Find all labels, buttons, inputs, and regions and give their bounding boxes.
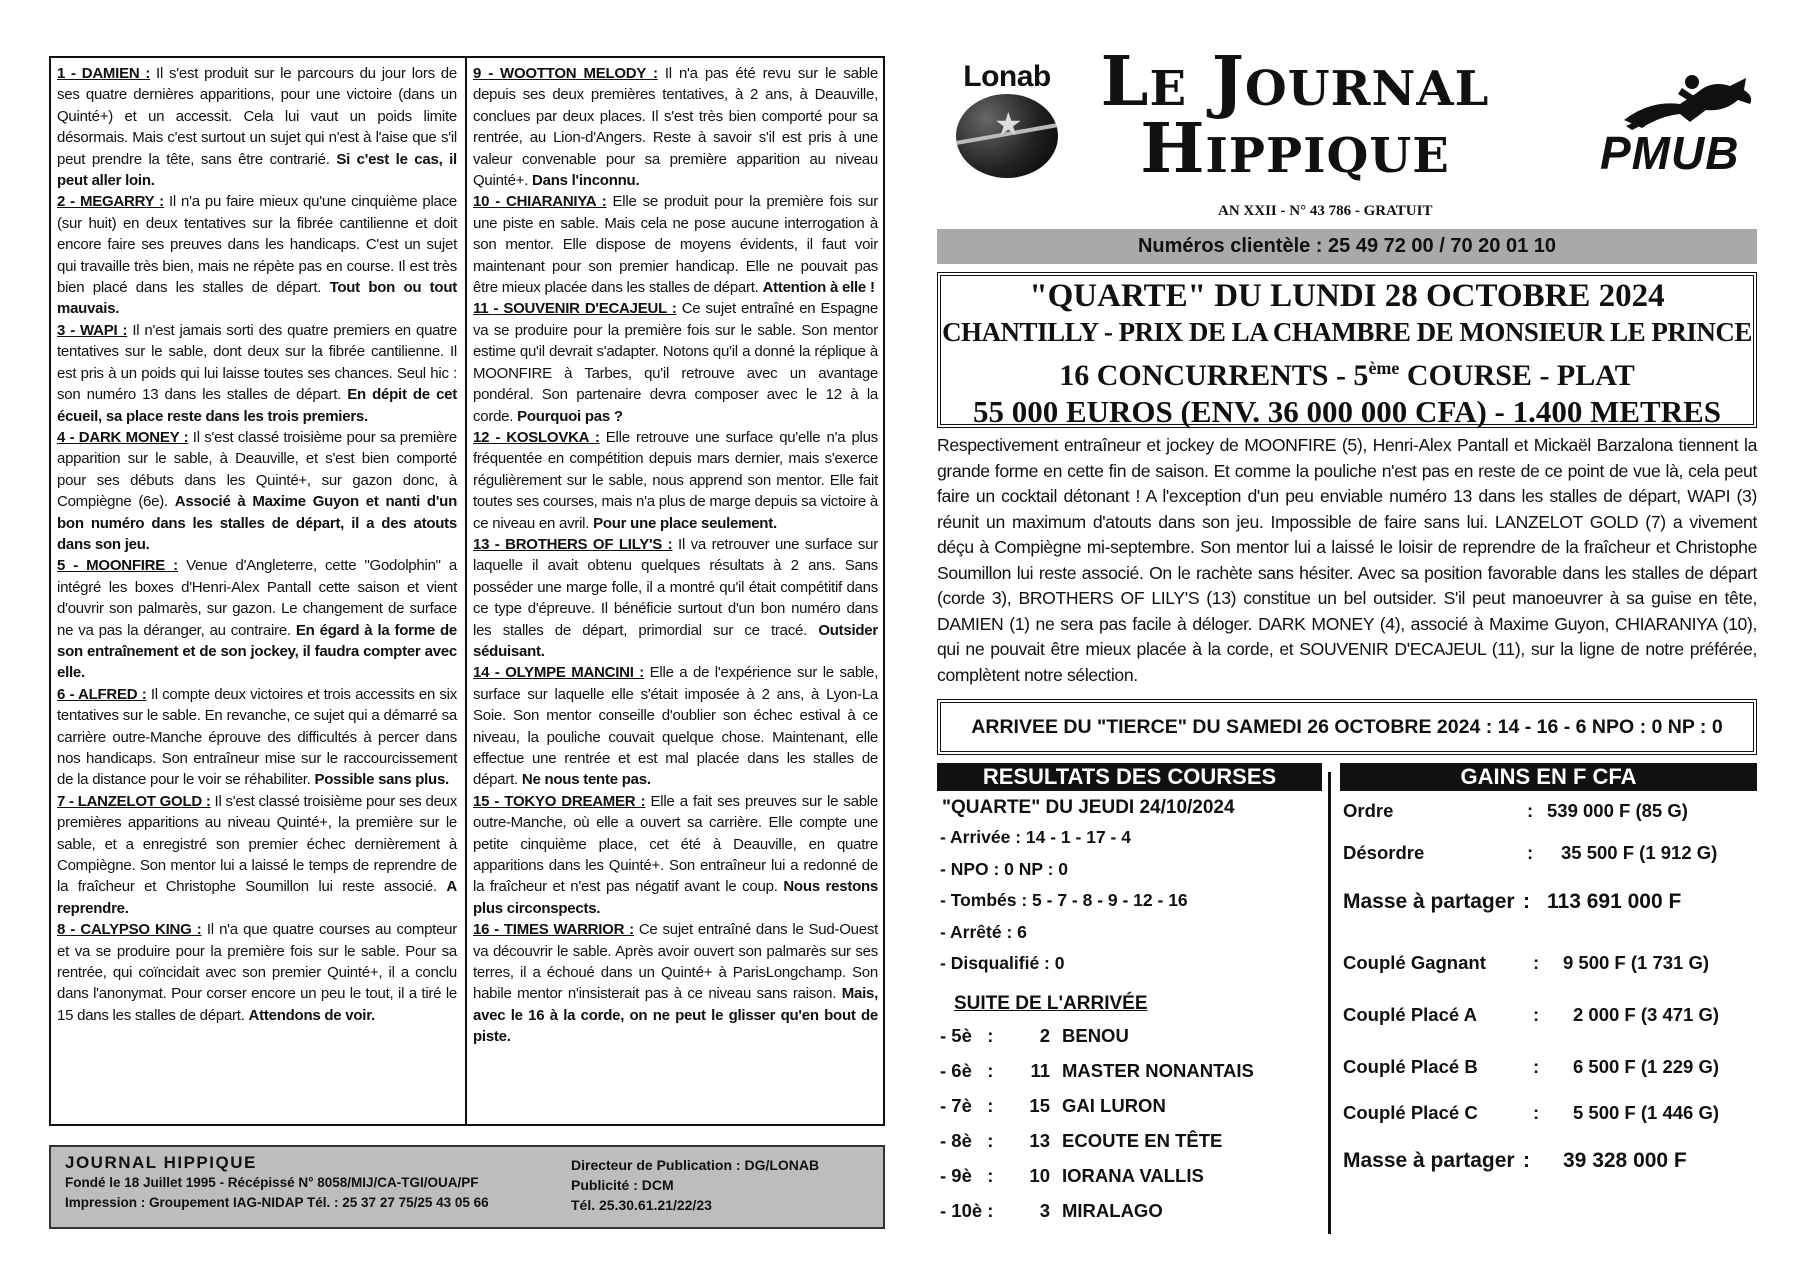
race-prize: 55 000 EUROS (ENV. 36 000 000 CFA) - 1.400 METRES — [972, 394, 1722, 429]
suite-rank: - 6è : — [940, 1059, 994, 1081]
suite-horse-number: 3 — [1039, 1199, 1050, 1221]
horse-comment — [473, 63, 878, 191]
pmub-logo-text: PMUB — [1600, 127, 1740, 179]
gain-value: 113 691 000 F — [1547, 890, 1682, 913]
horse-name: 10 - CHIARANIYA : — [473, 193, 607, 211]
horse-comment — [57, 919, 457, 1026]
race-details-sup: ème — [1368, 358, 1400, 378]
edition-number: AN XXII - N° 43 786 - GRATUIT — [1218, 203, 1433, 219]
horse-verdict: En dépit de cet écueil, sa place reste dans les trois premiers. — [57, 386, 458, 425]
gain-value: 539 000 F (85 G) — [1547, 800, 1688, 821]
horse-comment-body: Elle se produit pour la première fois sur une piste en sable. Mais cela ne pose aucune interrogation à son mentor. Elle dispose de moyens évidents, il faut voir maintenant pour son premier handicap. Elle ne pouvait pas être mieux placée dans les stalles de départ. — [473, 193, 878, 297]
horse-verdict: En égard à la forme de son entraînement et de son jockey, il faudra compter avec elle. — [57, 621, 457, 682]
footer-founded: Fondé le 18 Juillet 1995 - Récépissé N° 8058/MIJ/CA-TGI/OUA/PF — [65, 1175, 479, 1190]
customer-numbers-bar: Numéros clientèle : 25 49 72 00 / 70 20 01 10 — [937, 229, 1757, 264]
suite-arrival-item — [940, 1018, 1320, 1053]
gain-label: Couplé Placé B — [1343, 1056, 1478, 1077]
footer-phone: Tél. 25.30.61.21/22/23 — [571, 1197, 712, 1213]
horse-name: 6 - ALFRED : — [57, 685, 147, 703]
gain-label: Couplé Placé A — [1343, 1004, 1477, 1025]
horse-name: 2 - MEGARRY : — [57, 193, 164, 211]
horse-name: 14 - OLYMPE MANCINI : — [473, 664, 645, 682]
horse-verdict: Associé à Maxime Guyon et nanti d'un bon numéro dans les stalles de départ, il a des atouts dans son jeu. — [57, 493, 457, 553]
footer-publisher-info — [65, 1153, 489, 1213]
pronostic-text: Respectivement entraîneur et jockey de MOONFIRE (5), Henri-Alex Pantall et Mickaël Barzalona tiennent la grande forme en cette fin de saison. Et comme la pouliche n'est pas en reste de ce point de vue là, cela peut faire un cocktail détonant ! A l'exception d'un peu enviable numéro 13 dans les stalles de départ, WAPI (3) réunit un maximum d'atouts dans son jeu. Impossible de faire sans lui. LANZELOT GOLD (7) a vivement déçu à Compiègne mi-septembre. Son mentor lui a laissé le loisir de reprendre de la fraîcheur et Christophe Soumillon lui reste associé. On le rachète sans hésiter. Avec sa position favorable dans les stalles de départ (corde 3), BROTHERS OF LILY'S (13) constitue un bel outsider. S'il peut manoeuvrer à sa guise en tête, DAMIEN (1) ne sera pas facile à déloger. DARK MONEY (4), associé à Maxime Guyon, CHIARANIYA (10), qui ne pouvait être mieux placée à la corde, et SOUVENIR D'ECAJEUL (11), sur la ligne de notre préférée, complètent notre sélection. — [937, 435, 1757, 685]
horse-comment-body: Elle a de l'expérience sur le sable, surface sur laquelle elle s'était imposée à 2 ans, à Lyon-La Soie. Son mentor conseille d'oublier son échec estival à ce niveau, la pouliche couvait quelque chose. Maintenant, elle effectue une rentrée et est mal placée dans les stalles de départ. — [473, 664, 879, 789]
horse-name: 4 - DARK MONEY : — [57, 428, 189, 446]
horse-verdict: Si c'est le cas, il peut aller loin. — [57, 150, 457, 190]
gain-colon: : — [1527, 842, 1534, 863]
horse-name: 3 - WAPI : — [57, 321, 128, 339]
horse-comment — [57, 555, 457, 683]
gain-colon: : — [1523, 1149, 1530, 1172]
gain-colon: : — [1533, 1102, 1540, 1123]
gain-value: 2 000 F (3 471 G) — [1573, 1004, 1720, 1025]
horse-verdict: Possible sans plus. — [314, 771, 449, 789]
suite-horse-number: 13 — [1029, 1129, 1050, 1151]
gain-colon: : — [1533, 1056, 1540, 1077]
suite-horse-number: 2 — [1039, 1024, 1050, 1046]
horse-verdict: Mais, avec le 16 à la corde, on ne peut le glisser qu'en bout de piste. — [473, 985, 878, 1046]
horse-comment-body: Elle a fait ses preuves sur le sable outre-Manche, où elle a ouvert sa carrière. Elle compte une petite cinquième place, cet été à Deauville, en quatre apparitions dans les Quinté+. Son entraîneur lui a redonné de la fraîcheur et n'est pas négatif avant le coup. — [473, 792, 878, 896]
race-details-a: 16 CONCURRENTS - 5 — [1059, 359, 1369, 392]
horse-verdict: Pour une place seulement. — [593, 514, 777, 532]
suite-arrival-item — [940, 1053, 1320, 1088]
lonab-logo — [952, 60, 1062, 180]
suite-horse-number: 15 — [1029, 1094, 1050, 1116]
horse-verdict: Pourquoi pas ? — [517, 407, 623, 425]
results-header: RESULTATS DES COURSES — [937, 763, 1322, 791]
footer-printing: Impression : Groupement IAG-NIDAP Tél. : 25 37 27 75/25 43 05 66 — [65, 1195, 489, 1210]
horse-comment — [473, 427, 878, 534]
horse-verdict: A reprendre. — [57, 878, 457, 917]
commentary-column-1 — [57, 63, 457, 1026]
publication-footer — [49, 1145, 885, 1229]
suite-horse-name: MIRALAGO — [1062, 1199, 1163, 1221]
horse-verdict: Dans l'inconnu. — [532, 172, 640, 190]
suite-arrival-list — [940, 1018, 1320, 1228]
horse-comment-body: Il n'a pu faire mieux qu'une cinquième place (sur huit) en deux tentatives sur la fibrée cantilienne et doit encore faire ses preuves dans les handicaps. C'est un sujet qui travaille très bien, mais ne répète pas en course. Il est très bien placé dans les stalles de départ. — [57, 193, 457, 297]
result-line: - NPO : 0 NP : 0 — [940, 858, 1069, 879]
suite-arrival-item — [940, 1158, 1320, 1193]
results-divider — [1328, 772, 1331, 1234]
gain-value: 9 500 F (1 731 G) — [1563, 952, 1710, 973]
masthead-line-2: Hippique — [1140, 109, 1450, 189]
lonab-logo-text: Lonab — [963, 60, 1051, 93]
suite-horse-name: BENOU — [1062, 1024, 1129, 1046]
footer-title: JOURNAL HIPPIQUE — [65, 1153, 257, 1172]
results-lines — [940, 822, 1320, 980]
race-venue: CHANTILLY - PRIX DE LA CHAMBRE DE MONSIEUR LE PRINCE — [942, 317, 1752, 347]
horse-verdict: Tout bon ou tout mauvais. — [57, 279, 457, 318]
race-info-box — [937, 272, 1757, 428]
gain-colon: : — [1533, 1004, 1540, 1025]
horse-comment-body: Il n'est jamais sorti des quatre premiers en quatre tentatives sur le sable, dont deux sur la fibrée cantilienne. Il est pris à un poids qui lui laisse toutes ses chances. Seul hic : son numéro 13 dans les stalles de départ. — [57, 321, 458, 404]
gain-label: Désordre — [1343, 842, 1425, 863]
horse-comment-body: Il n'a que quatre courses au compteur et va se produire pour la première fois sur le sable. Pour sa rentrée, qui coïncidait avec son premier Quinté+, il a conclu dans l'anonymat. Pour corser encore un peu le tout, il a tiré le 15 dans les stalles de départ. — [57, 921, 458, 1024]
horse-comment-body: Ce sujet entraîné dans le Sud-Ouest va découvrir le sable. Après avoir ouvert son palmarès sur ses terres, il a échoué dans un Quinté+ à ParisLongchamp. Son habile mentor n'insisterait pas à ce niveau sans raison. — [473, 921, 878, 1003]
gain-label: Couplé Gagnant — [1343, 952, 1486, 973]
results-section — [940, 794, 1320, 1228]
suite-horse-name: IORANA VALLIS — [1062, 1164, 1204, 1186]
gains-header: GAINS EN F CFA — [1340, 763, 1757, 791]
gain-colon: : — [1527, 800, 1534, 821]
horse-name: 16 - TIMES WARRIOR : — [473, 921, 634, 939]
horse-name: 5 - MOONFIRE : — [57, 557, 178, 575]
horse-comment — [473, 298, 878, 426]
gain-label: Ordre — [1343, 800, 1394, 821]
suite-rank: - 10è : — [940, 1199, 994, 1221]
race-title: "QUARTE" DU LUNDI 28 OCTOBRE 2024 — [1029, 278, 1665, 314]
horse-verdict: Nous restons plus circonspects. — [473, 878, 878, 917]
result-line: - Tombés : 5 - 7 - 8 - 9 - 12 - 16 — [940, 890, 1188, 910]
result-line: - Disqualifié : 0 — [940, 953, 1065, 973]
suite-horse-number: 10 — [1029, 1164, 1050, 1186]
footer-contacts — [571, 1155, 819, 1215]
horse-name: 15 - TOKYO DREAMER : — [473, 792, 646, 810]
horse-comment-body: Il compte deux victoires et trois accessits en six tentatives sur le sable. En revanche, ce sujet qui a démarré sa carrière outre-Manche éprouve des difficultés à percer dans nos handicaps. Son entraîneur mise sur le raccourcissement de la distance pour le voir se réhabiliter. — [57, 685, 457, 789]
horse-comment-body: Il n'a pas été revu sur le sable depuis ses deux premières tentatives, à 2 ans, à Deauville, conclues par deux places. Il s'est très bien comporté pour sa rentrée, au Lion-d'Angers. Reste à savoir s'il est pris à une valeur convenable pour sa première apparition au niveau Quinté+. — [473, 65, 878, 190]
newspaper-masthead — [1070, 42, 1520, 189]
gain-label: Masse à partager — [1343, 1149, 1515, 1172]
gain-label: Couplé Placé C — [1343, 1102, 1478, 1123]
horse-comment — [473, 191, 878, 298]
horse-comment — [473, 534, 878, 662]
gain-value: 35 500 F (1 912 G) — [1561, 842, 1718, 863]
pmub-logo — [1560, 70, 1760, 180]
commentary-column-2 — [473, 63, 878, 1048]
result-line: - Arrêté : 6 — [940, 921, 1027, 942]
horse-name: 7 - LANZELOT GOLD : — [57, 792, 211, 810]
horse-comment — [57, 684, 457, 791]
footer-publicity: Publicité : DCM — [571, 1177, 674, 1193]
race-details-b: COURSE - PLAT — [1399, 359, 1635, 392]
suite-rank: - 9è : — [940, 1164, 994, 1186]
result-line: - Arrivée : 14 - 1 - 17 - 4 — [940, 827, 1131, 847]
masthead-line-1: Le Journal — [1100, 42, 1490, 122]
suite-rank: - 5è : — [940, 1024, 994, 1046]
horse-name: 1 - DAMIEN : — [57, 65, 151, 82]
horse-comment-body: Il s'est produit sur le parcours du jour lors de ses quatre dernières apparitions, pour une victoire (dans un Quinté+) et un accessit. Cela lui vaut un poids limite désormais. Mais c'est surtout un sujet qui n'est à l'aise que s'il peut prendre la tête, sans être contrarié. — [57, 65, 457, 168]
horse-comment — [473, 919, 878, 1047]
suite-arrival-title: SUITE DE L'ARRIVÉE — [954, 992, 1148, 1014]
suite-rank: - 7è : — [940, 1094, 994, 1116]
horse-comment-body: Il s'est classé troisième pour sa première apparition sur le sable, à Deauville, et s'est bien comporté pour ses débuts dans les Quinté+, sur gazon donc, à Compiègne (6e). — [57, 428, 457, 511]
horse-commentary-box — [49, 56, 885, 1126]
horse-verdict: Attention à elle ! — [762, 279, 875, 297]
horse-comment — [57, 791, 457, 919]
footer-director: Directeur de Publication : DG/LONAB — [571, 1157, 820, 1173]
suite-horse-name: GAI LURON — [1062, 1094, 1166, 1116]
quarte-results-title: "QUARTE" DU JEUDI 24/10/2024 — [942, 797, 1235, 818]
horse-comment — [57, 427, 457, 555]
gain-value: 5 500 F (1 446 G) — [1573, 1102, 1720, 1123]
suite-rank: - 8è : — [940, 1129, 994, 1151]
horse-comment-body: Ce sujet entraîné en Espagne va se produire pour la première fois sur le sable. Son mentor estime qu'il devrait s'adapter. Notons qu'il a donné la réplique à MOONFIRE à Tarbes, qu'il retrouve avec un avantage pondéral. Son partenaire devra composer avec le 12 à la corde. — [473, 300, 878, 425]
lonab-globe-icon — [956, 94, 1058, 178]
horse-comment — [57, 320, 457, 427]
tierce-arrival-box: ARRIVEE DU "TIERCE" DU SAMEDI 26 OCTOBRE 2024 : 14 - 16 - 6 NPO : 0 NP : 0 — [937, 699, 1757, 755]
horse-name: 12 - KOSLOVKA : — [473, 428, 600, 446]
horse-name: 13 - BROTHERS OF LILY'S : — [473, 535, 673, 553]
gain-colon: : — [1533, 952, 1540, 973]
horse-name: 9 - WOOTTON MELODY : — [473, 65, 658, 82]
race-details — [941, 350, 1753, 394]
suite-horse-number: 11 — [1030, 1059, 1050, 1081]
horse-comment-body: Elle retrouve une surface qu'elle n'a plus fréquentée en compétition depuis mars dernier, mais s'exerce régulièrement sur le sable, nous apprend son mentor. Elle fait toutes ses courses, mais n'a plus de marge depuis sa victoire à ce niveau en avril. — [473, 428, 878, 532]
horse-comment — [473, 791, 878, 919]
horse-comment-body: Il s'est classé troisième pour ses deux premières apparitions au niveau Quinté+, la première sur le sable, et a enregistré son premier échec dernièrement à Compiègne. Son mentor lui a laissé le temps de reprendre de la fraîcheur et Christophe Soumillon lui reste associé. — [57, 792, 457, 896]
horse-comment-body: Il va retrouver une surface sur laquelle il avait obtenu quelques résultats à 2 ans. Sans posséder une marge folle, il a montré qu'il était compétitif dans ce type d'épreuve. Il bénéficie surtout d'un bon numéro dans les stalles de départ, primordial sur ce tracé. — [473, 535, 878, 639]
horse-name: 8 - CALYPSO KING : — [57, 921, 202, 939]
gain-value: 39 328 000 F — [1563, 1149, 1687, 1172]
star-icon: ★ — [994, 106, 1023, 142]
horse-verdict: Ne nous tente pas. — [521, 771, 651, 789]
horse-verdict: Outsider séduisant. — [473, 621, 878, 660]
horse-comment-body: Venue d'Angleterre, cette "Godolphin" a intégré les boxes d'Henri-Alex Pantall cette saison et vient d'ouvrir son palmarès, sur gazon. Le changement de surface ne va pas la déranger, au contraire. — [57, 557, 457, 639]
suite-horse-name: MASTER NONANTAIS — [1062, 1059, 1254, 1081]
suite-arrival-item — [940, 1088, 1320, 1123]
suite-arrival-item — [940, 1123, 1320, 1158]
suite-arrival-item — [940, 1193, 1320, 1228]
suite-horse-name: ECOUTE EN TÊTE — [1062, 1129, 1223, 1151]
gain-colon: : — [1523, 890, 1530, 913]
horse-comment — [473, 662, 878, 790]
jockey-horse-icon — [1620, 70, 1760, 132]
horse-name: 11 - SOUVENIR D'ECAJEUL : — [473, 300, 677, 318]
gain-label: Masse à partager — [1343, 890, 1515, 913]
horse-verdict: Attendons de voir. — [248, 1006, 375, 1024]
horse-comment — [57, 63, 457, 191]
horse-comment — [57, 191, 457, 319]
gain-value: 6 500 F (1 229 G) — [1573, 1056, 1720, 1077]
column-divider — [465, 58, 467, 1124]
